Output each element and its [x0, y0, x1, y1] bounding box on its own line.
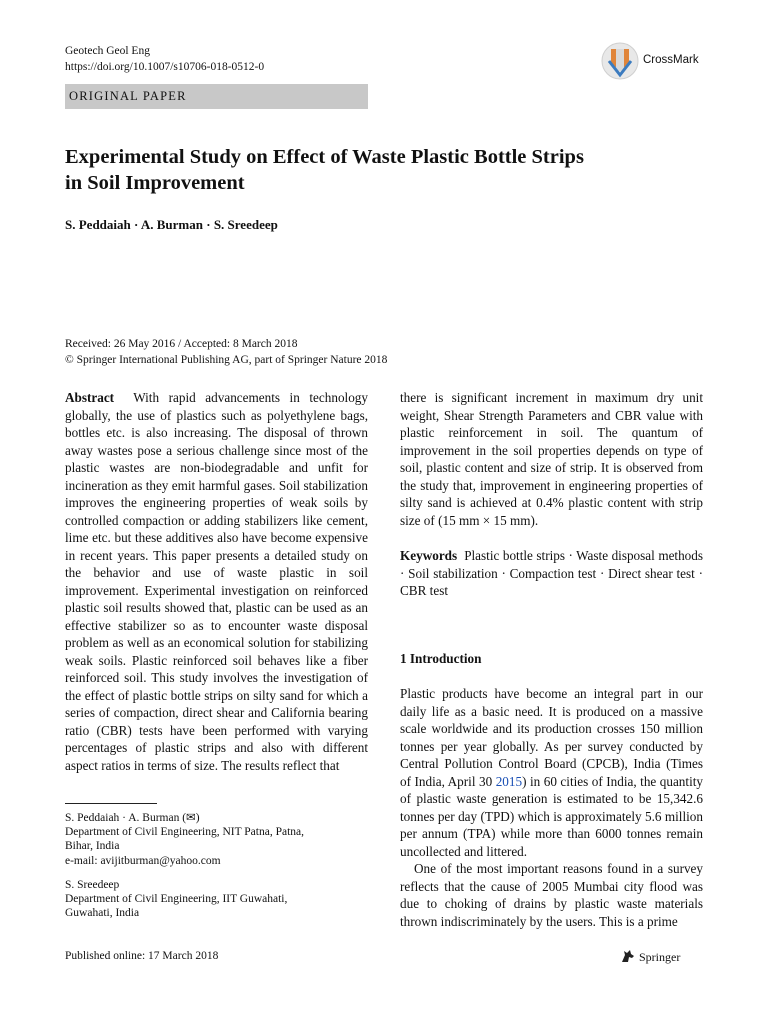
- article-title: [65, 144, 705, 196]
- abstract-paragraph: [65, 389, 368, 774]
- publisher-logo: [620, 949, 680, 965]
- springer-horse-icon: [620, 949, 636, 963]
- intro-paragraph: [400, 685, 703, 860]
- keywords-label: Keywords: [400, 548, 458, 563]
- intro-text: Plastic products have become an integral part in our daily life as a basic need. It is produced on a massive scale worldwide and its production crosses 150 million tonnes per year globally. As per survey conducted by Central Pollution Control Board (CPCB), India (Times of India, April 30: [400, 686, 703, 789]
- footnote-divider: [65, 803, 157, 804]
- abstract-label: Abstract: [65, 390, 115, 405]
- received-accepted: Received: 26 May 2016 / Accepted: 8 March 2018: [65, 338, 298, 350]
- crossmark-label: CrossMark: [643, 54, 699, 66]
- affiliation-line: Bihar, India: [65, 840, 120, 853]
- keywords-text: Plastic bottle strips · Waste disposal methods · Soil stabilization · Compaction test · Direct shear test · CBR test: [400, 548, 704, 598]
- section-heading: 1 Introduction: [400, 650, 482, 666]
- affiliation-line: Guwahati, India: [65, 907, 140, 920]
- doi-link[interactable]: https://doi.org/10.1007/s10706-018-0512-0: [65, 61, 265, 73]
- author-list: S. Peddaiah · A. Burman · S. Sreedeep: [65, 217, 278, 232]
- title-line: in Soil Improvement: [65, 172, 245, 194]
- citation-link[interactable]: 2015: [495, 773, 523, 789]
- publisher-name: Springer: [639, 950, 681, 964]
- left-column: [65, 389, 368, 774]
- title-line: Experimental Study on Effect of Waste Plastic Bottle Strips: [65, 146, 584, 168]
- keywords: [400, 547, 703, 600]
- copyright-notice: © Springer International Publishing AG, part of Springer Nature 2018: [65, 354, 388, 366]
- affiliation-line: S. Peddaiah · A. Burman (✉): [65, 812, 200, 824]
- abstract-continuation: there is significant increment in maximum dry unit weight, Shear Strength Parameters and CBR value with plastic reinforcement in soil. The quantum of improvement in the soil properties depends on type of soil, plastic content and size of strip. It is observed from the study that, improvement in engineering properties of silty sand is achieved at 0.4% plastic content with strip size of (15 mm × 15 mm).: [400, 390, 703, 528]
- affiliation-line: Department of Civil Engineering, IIT Guwahati,: [65, 893, 288, 906]
- author-affiliations: [65, 811, 304, 920]
- journal-header: [65, 43, 264, 75]
- email-line[interactable]: e-mail: avijitburman@yahoo.com: [65, 854, 221, 867]
- affiliation-line: S. Sreedeep: [65, 878, 120, 891]
- affiliation-line: Department of Civil Engineering, NIT Patna, Patna,: [65, 826, 304, 839]
- journal-name: Geotech Geol Eng: [65, 45, 150, 57]
- intro-paragraph: One of the most important reasons found in a survey reflects that the cause of 2005 Mumbai city flood was due to choking of drains by plastic waste materials thrown indiscriminately by the users. This is a prime: [400, 861, 703, 929]
- published-date: Published online: 17 March 2018: [65, 950, 219, 962]
- article-dates: [65, 336, 387, 368]
- article-type-banner: ORIGINAL PAPER: [65, 84, 368, 109]
- intro-text: ) in 60 cities of India, the quantity of plastic waste generation is estimated to be 15,342.6 tonnes per day (TPD) which is approximately 5.6 million per annum (TPA) while more than 6000 tonnes remain uncollected and littered.: [400, 773, 703, 859]
- crossmark-icon: [600, 41, 640, 81]
- right-column: [400, 389, 703, 930]
- abstract-text: With rapid advancements in technology globally, the use of plastics such as polyethylene bags, bottles etc. is also increasing. The disposal of thrown away wastes pose a serious challenge since most of the plastic wastes are non-biodegradable and unfit for incineration as they emit harmful gases. Soil stabilization improves the engineering properties of weak soils by controlled compaction or adding stabilizers like cement, lime etc. but these additives also have become expensive in recent years. This paper presents a detailed study on the behavior and use of waste plastic in soil improvement. Experimental investigation on reinforced plastic soil results showed that, plastic can be used as an effective stabilizer so as to encounter waste disposal problem as well as an economical solution for stabilizing weak soils. Plastic reinforced soil behaves like a fiber reinforced soil. This study involves the investigation of the effect of plastic bottle strips on silty sand for which a series of compaction, direct shear and California bearing ratio (CBR) tests have been performed with varying percentages of plastic strips and also with different aspect ratios in terms of size. The results reflect that: [65, 390, 368, 773]
